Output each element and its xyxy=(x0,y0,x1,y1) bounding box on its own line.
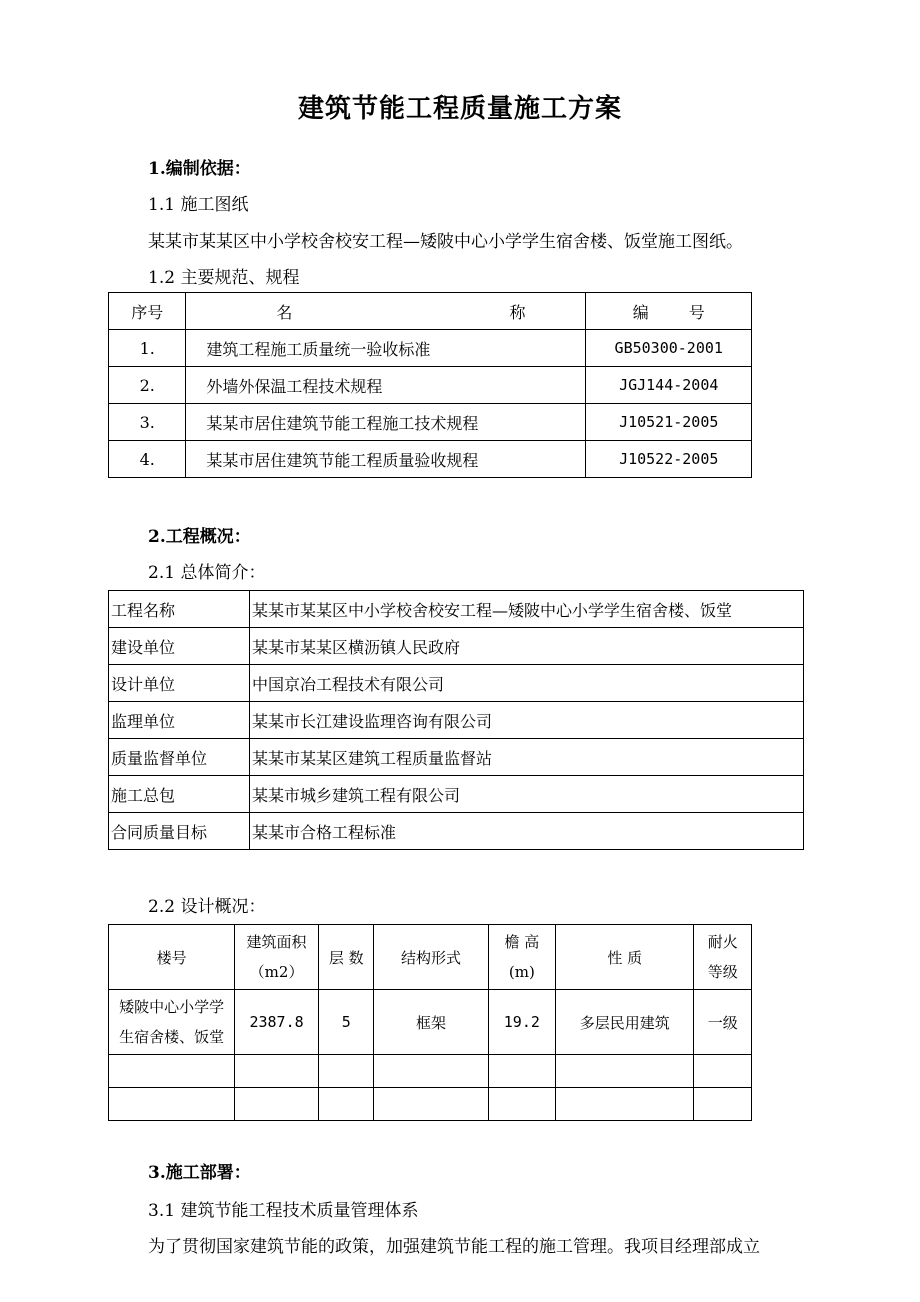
overview-value: 某某市城乡建筑工程有限公司 xyxy=(250,776,804,813)
header-nature: 性 质 xyxy=(556,925,694,990)
header-height-line-1: 檐 高 xyxy=(504,933,540,951)
table-header-row xyxy=(109,293,752,330)
table-row xyxy=(109,702,804,739)
row-code: GB50300-2001 xyxy=(586,330,752,367)
row-name: 建筑工程施工质量统一验收标准 xyxy=(186,330,586,367)
table-row xyxy=(109,776,804,813)
table-row xyxy=(109,441,752,478)
cell-building-line-1: 矮陂中心小学学 xyxy=(119,998,225,1016)
overview-key: 工程名称 xyxy=(109,591,250,628)
table-row-empty xyxy=(109,1088,752,1121)
header-code-part-1: 编 xyxy=(632,302,649,322)
section-1-2-heading: 1.2 主要规范、规程 xyxy=(148,268,300,288)
table-row xyxy=(109,367,752,404)
section-2-2-heading: 2.2 设计概况： xyxy=(148,897,266,917)
table-row xyxy=(109,404,752,441)
row-no: 3. xyxy=(109,404,186,441)
header-fire-line-1: 耐火 xyxy=(707,933,738,951)
row-code: J10521-2005 xyxy=(586,404,752,441)
header-name-part-2: 称 xyxy=(509,302,526,322)
overview-table xyxy=(108,590,804,850)
overview-value: 某某市合格工程标准 xyxy=(250,813,804,850)
overview-key: 监理单位 xyxy=(109,702,250,739)
table-row-empty xyxy=(109,1055,752,1088)
section-2-heading: 2.工程概况： xyxy=(148,527,251,547)
overview-value: 某某市长江建设监理咨询有限公司 xyxy=(250,702,804,739)
row-name: 外墙外保温工程技术规程 xyxy=(186,367,586,404)
header-code xyxy=(586,293,752,330)
cell-nature: 多层民用建筑 xyxy=(556,990,694,1055)
section-2-1-heading: 2.1 总体简介： xyxy=(148,563,266,583)
header-height-line-2: (m) xyxy=(508,963,535,981)
cell-building xyxy=(109,990,235,1055)
header-no: 序号 xyxy=(109,293,186,330)
header-height xyxy=(488,925,556,990)
overview-value: 某某市某某区中小学校舍校安工程—矮陂中心小学学生宿舍楼、饭堂 xyxy=(250,591,804,628)
row-name: 某某市居住建筑节能工程质量验收规程 xyxy=(186,441,586,478)
row-name: 某某市居住建筑节能工程施工技术规程 xyxy=(186,404,586,441)
header-building: 楼号 xyxy=(109,925,235,990)
row-no: 4. xyxy=(109,441,186,478)
header-floors: 层 数 xyxy=(318,925,374,990)
overview-value: 某某市某某区横沥镇人民政府 xyxy=(250,628,804,665)
table-row xyxy=(109,990,752,1055)
cell-fire: 一级 xyxy=(694,990,752,1055)
row-no: 2. xyxy=(109,367,186,404)
overview-value: 中国京冶工程技术有限公司 xyxy=(250,665,804,702)
row-code: J10522-2005 xyxy=(586,441,752,478)
header-code-part-2: 号 xyxy=(688,302,705,322)
section-1-1-text: 某某市某某区中小学校舍校安工程—矮陂中心小学学生宿舍楼、饭堂施工图纸。 xyxy=(148,232,743,252)
cell-height: 19.2 xyxy=(488,990,556,1055)
overview-key: 设计单位 xyxy=(109,665,250,702)
section-1-1-heading: 1.1 施工图纸 xyxy=(148,195,249,215)
table-row xyxy=(109,591,804,628)
table-row xyxy=(109,628,804,665)
design-table xyxy=(108,924,752,1121)
document-title: 建筑节能工程质量施工方案 xyxy=(297,94,622,124)
table-row xyxy=(109,665,804,702)
overview-key: 施工总包 xyxy=(109,776,250,813)
row-code: JGJ144-2004 xyxy=(586,367,752,404)
table-row xyxy=(109,330,752,367)
table-row xyxy=(109,739,804,776)
overview-key: 建设单位 xyxy=(109,628,250,665)
overview-key: 质量监督单位 xyxy=(109,739,250,776)
cell-floors: 5 xyxy=(318,990,374,1055)
table-header-row xyxy=(109,925,752,990)
header-structure: 结构形式 xyxy=(374,925,488,990)
cell-area: 2387.8 xyxy=(235,990,319,1055)
row-no: 1. xyxy=(109,330,186,367)
header-name xyxy=(186,293,586,330)
section-3-1-heading: 3.1 建筑节能工程技术质量管理体系 xyxy=(148,1201,419,1221)
section-1-heading: 1.编制依据： xyxy=(148,159,251,179)
header-fire-line-2: 等级 xyxy=(707,963,738,981)
section-3-heading: 3.施工部署： xyxy=(148,1163,251,1183)
header-name-part-1: 名 xyxy=(276,302,293,322)
overview-value: 某某市某某区建筑工程质量监督站 xyxy=(250,739,804,776)
table-row xyxy=(109,813,804,850)
overview-key: 合同质量目标 xyxy=(109,813,250,850)
header-area-line-1: 建筑面积 xyxy=(246,933,307,951)
header-fire xyxy=(694,925,752,990)
section-3-1-text: 为了贯彻国家建筑节能的政策，加强建筑节能工程的施工管理。我项目经理部成立 xyxy=(148,1237,760,1257)
header-area-line-2: （m2） xyxy=(249,963,304,981)
header-area xyxy=(235,925,319,990)
standards-table xyxy=(108,292,752,478)
cell-structure: 框架 xyxy=(374,990,488,1055)
cell-building-line-2: 生宿舍楼、饭堂 xyxy=(119,1028,225,1046)
